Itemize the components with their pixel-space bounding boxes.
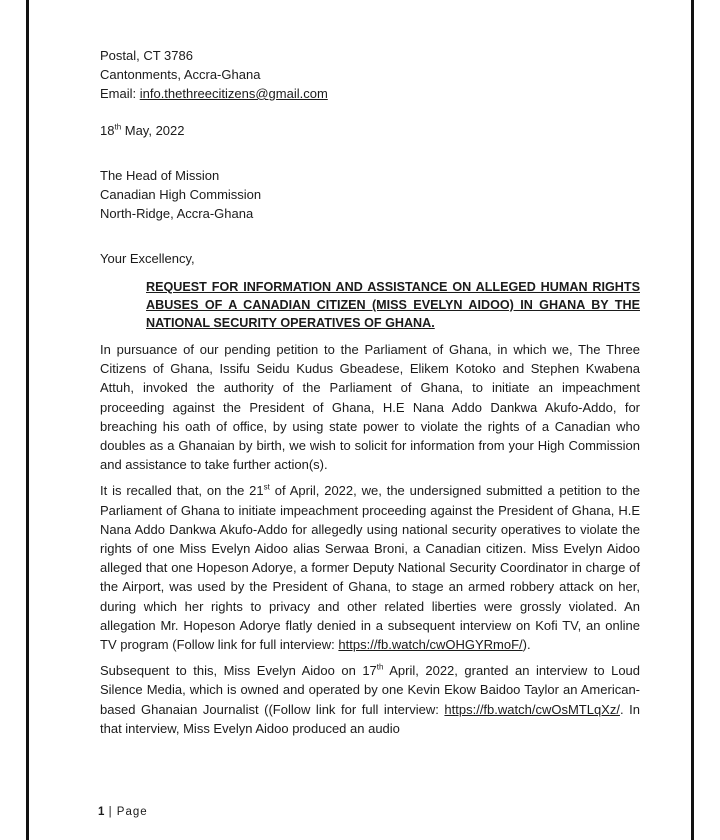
recipient-line2: Canadian High Commission <box>100 187 262 202</box>
paragraph-2-sup: st <box>263 483 270 493</box>
paragraph-2 <box>100 481 640 654</box>
sender-email-label: Email: <box>100 86 140 101</box>
page-number: 1 <box>98 806 105 818</box>
sender-email-line <box>100 84 640 103</box>
date-day: 18 <box>100 123 115 138</box>
page-border-left <box>26 0 29 840</box>
paragraph-3-sup: th <box>376 662 384 672</box>
sender-address-line1: Postal, CT 3786 <box>100 48 193 63</box>
sender-address-line2: Cantonments, Accra-Ghana <box>100 67 261 82</box>
kofi-tv-interview-link[interactable]: https://fb.watch/cwOHGYRmoF/ <box>338 637 523 653</box>
date-suffix: th <box>114 122 122 132</box>
recipient-line3: North-Ridge, Accra-Ghana <box>100 206 254 221</box>
paragraph-3-mid: April, 2022, granted an interview to Loud Silence Media, which is owned and operated by one Kevin Ekow Baidoo Taylor an American-based Ghanaian Journalist ((Follow link for full interview: <box>100 663 641 717</box>
page-border-right <box>691 0 694 840</box>
paragraph-1: In pursuance of our pending petition to the Parliament of Ghana, in which we, The Three Citizens of Ghana, Issifu Seidu Kudus Gbeadese, Elikem Kotoko and Stephen Kwabena Attuh, invoked the authority of the Parliament of Ghana, to initiate an impeachment proceeding against the President of Ghana, H.E Nana Addo Dankwa Akufo-Addo, for breaching his oath of office, by using state power to violate the rights of a Canadian who doubles as a Ghanaian by birth, we wish to solicit for information from your High Commission and assistance to take further action(s). <box>100 342 640 473</box>
page-separator: | <box>104 806 117 818</box>
paragraph-2-post: of April, 2022, we, the undersigned submitted a petition to the Parliament of Ghana to initiate impeachment proceeding against the President of Ghana, H.E Nana Addo Dankwa Akufo-Addo for allegedly using national security operatives to violate the rights of one Miss Evelyn Aidoo alias Serwaa Broni, a Canadian citizen. Miss Evelyn Aidoo alleged that one Hopeson Adorye, a former Deputy National Security Coordinator in charge of the Airport, was used by the President of Ghana, to stage an armed robbery attack on her, during which her rights to privacy and other related liberties were grossly violated. An allegation Mr. Hopeson Adorye flatly denied in a subsequent interview on Kofi TV, an online TV program (Follow link for full interview: <box>100 483 640 653</box>
subject-heading: REQUEST FOR INFORMATION AND ASSISTANCE ON ALLEGED HUMAN RIGHTS ABUSES OF A CANADIAN CITIZEN (MISS EVELYN AIDOO) IN GHANA BY THE NATIONAL SECURITY OPERATIVES OF GHANA. <box>146 280 640 330</box>
page-label: Page <box>116 806 148 818</box>
recipient-address <box>100 166 640 223</box>
salutation: Your Excellency, <box>100 251 195 266</box>
loud-silence-interview-link[interactable]: https://fb.watch/cwOsMTLqXz/ <box>444 701 620 717</box>
date-rest: May, 2022 <box>121 123 185 138</box>
sender-email-link[interactable]: info.thethreecitizens@gmail.com <box>139 86 328 101</box>
paragraph-3-post: . In that interview, Miss Evelyn Aidoo produced an audio <box>100 701 640 736</box>
paragraph-2-pre: It is recalled that, on the 21 <box>100 483 264 499</box>
page-footer <box>98 806 148 818</box>
recipient-line1: The Head of Mission <box>100 168 220 183</box>
paragraph-3-pre: Subsequent to this, Miss Evelyn Aidoo on 17 <box>100 663 377 679</box>
letter-page <box>100 46 640 738</box>
paragraph-3 <box>100 661 640 738</box>
paragraph-2-end: ). <box>522 637 531 653</box>
letter-date <box>100 121 640 140</box>
sender-address <box>100 46 640 103</box>
